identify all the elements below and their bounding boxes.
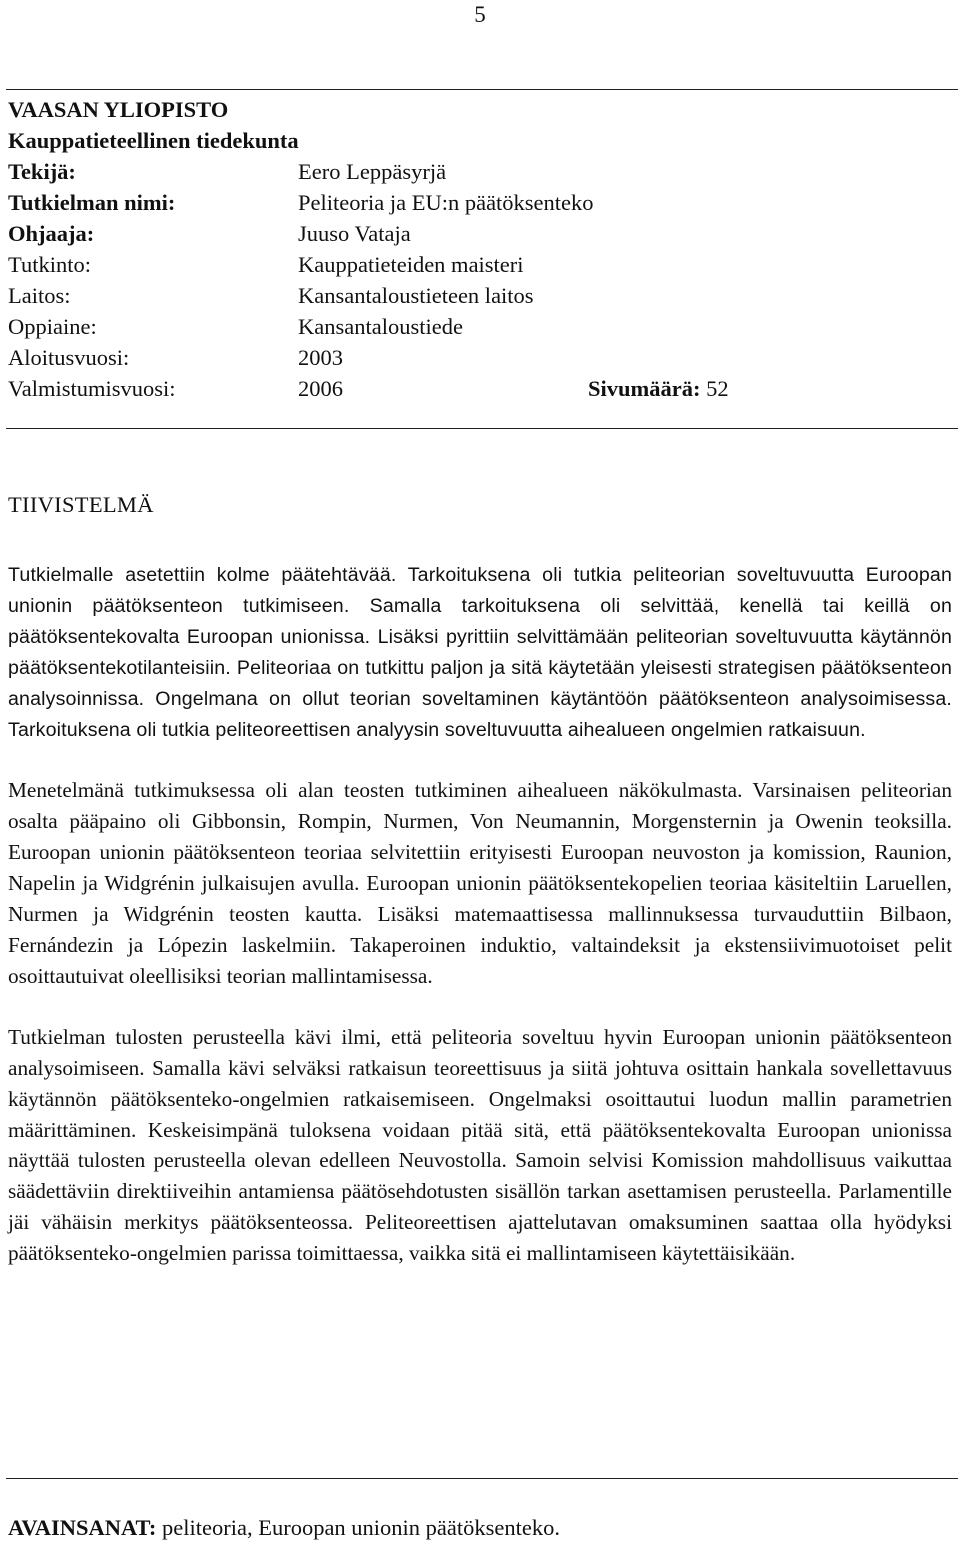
field-label: Ohjaaja:	[8, 221, 95, 246]
field-value: Peliteoria ja EU:n päätöksenteko	[298, 190, 594, 215]
field-label: Tutkinto:	[8, 252, 91, 277]
page-count	[588, 373, 729, 404]
abstract-paragraph: Tutkielman tulosten perusteella kävi ilmi, että peliteoria soveltuu hyvin Euroopan unionin päätöksenteon analysoimiseen. Samalla kävi selväksi ratkaisun teoreettisuus ja siitä johtuva osittain hankala sovellettavuus käytännön päätöksenteko-ongelmien ratkaisemiseen. Ongelmaksi osoittautui luodun mallin parametrien määrittäminen. Keskeisimpänä tuloksena voidaan pitää sitä, että päätöksentekovalta Euroopan unionissa näyttää tulosten perusteella olevan edelleen Neuvostolla. Samoin selvisi Komission mahdollisuus vaikuttaa säädettäviin direktiiveihin antamiensa päätösehdotusten sisällön tarkan asettamisen perusteella. Parlamentille jäi vähäisin merkitys päätöksenteossa. Peliteoreettisen ajattelutavan omaksuminen saattaa olla hyödyksi päätöksenteko-ongelmien parissa toimittaessa, vaikka sitä ei mallintamiseen käytettäisikään.	[8, 1024, 952, 1266]
keywords-value: peliteoria, Euroopan unionin päätöksenteko.	[162, 1515, 561, 1540]
keywords	[8, 1515, 560, 1541]
abstract-paragraph: Menetelmänä tutkimuksessa oli alan teosten tutkiminen aihealueen näkökulmasta. Varsinaisen peliteorian osalta pääpaino oli Gibbonsin, Rompin, Nurmen, Von Neumannin, Morgensternin ja Owenin teoksilla. Euroopan unionin päätöksenteon teoriaa selvitettiin erityisesti Euroopan neuvoston ja komission, Raunion, Napelin ja Widgrénin julkaisujen avulla. Euroopan unionin päätöksentekopelien teoriaa käsiteltiin Laruellen, Nurmen ja Widgrénin teosten kautta. Lisäksi matemaattisessa mallinnuksessa turvauduttiin Bilbaon, Fernándezin ja Lópezin laskelmiin. Takaperoinen induktio, valtaindeksit ja ekstensiivimuotoiset pelit osoittautuivat oleellisiksi teorian mallintamisessa.	[8, 778, 952, 988]
university-name: VAASAN YLIOPISTO	[8, 97, 229, 122]
field-start-year	[8, 342, 948, 373]
field-graduation-year	[8, 373, 948, 404]
field-value: Juuso Vataja	[298, 221, 411, 246]
field-thesis-title	[8, 187, 948, 218]
abstract-title: TIIVISTELMÄ	[8, 492, 154, 517]
abstract-body	[8, 560, 952, 1269]
field-value: 2006	[298, 376, 343, 401]
field-label: Tutkielman nimi:	[8, 190, 176, 215]
field-value: Kansantaloustieteen laitos	[298, 283, 534, 308]
field-label: Valmistumisvuosi:	[8, 376, 176, 401]
page-number: 5	[474, 2, 486, 27]
field-label: Oppiaine:	[8, 314, 97, 339]
footer-rule	[6, 1478, 958, 1479]
thesis-header	[8, 94, 948, 404]
field-department	[8, 280, 948, 311]
top-rule	[6, 89, 958, 90]
field-value: Kansantaloustiede	[298, 314, 463, 339]
abstract-paragraph: Tutkielmalle asetettiin kolme päätehtävää. Tarkoituksena oli tutkia peliteorian soveltuvuutta Euroopan unionin päätöksenteon tutkimiseen. Samalla tarkoituksena oli selvittää, kenellä tai keillä on päätöksentekovalta Euroopan unionissa. Lisäksi pyrittiin selvittämään peliteorian soveltuvuutta käytännön päätöksentekotilanteisiin. Peliteoriaa on tutkittu paljon ja sitä käytetään yleisesti strategisen päätöksenteon analysoinnissa. Ongelmana on ollut teorian soveltaminen käytäntöön päätöksenteon analysoimisessa. Tarkoituksena oli tutkia peliteoreettisen analyysin soveltuvuutta aihealueen ongelmien ratkaisuun.	[8, 564, 952, 741]
field-label: Laitos:	[8, 283, 71, 308]
field-author	[8, 156, 948, 187]
header-rule	[6, 428, 958, 429]
field-value: Eero Leppäsyrjä	[298, 159, 447, 184]
field-value: 2003	[298, 345, 343, 370]
field-major	[8, 311, 948, 342]
field-label: Tekijä:	[8, 159, 76, 184]
keywords-label: AVAINSANAT:	[8, 1515, 157, 1540]
field-degree	[8, 249, 948, 280]
faculty-name: Kauppatieteellinen tiedekunta	[8, 128, 299, 153]
field-value: Kauppatieteiden maisteri	[298, 252, 524, 277]
page-count-value: 52	[706, 376, 729, 401]
page-count-label: Sivumäärä:	[588, 376, 701, 401]
field-label: Aloitusvuosi:	[8, 345, 130, 370]
field-supervisor	[8, 218, 948, 249]
